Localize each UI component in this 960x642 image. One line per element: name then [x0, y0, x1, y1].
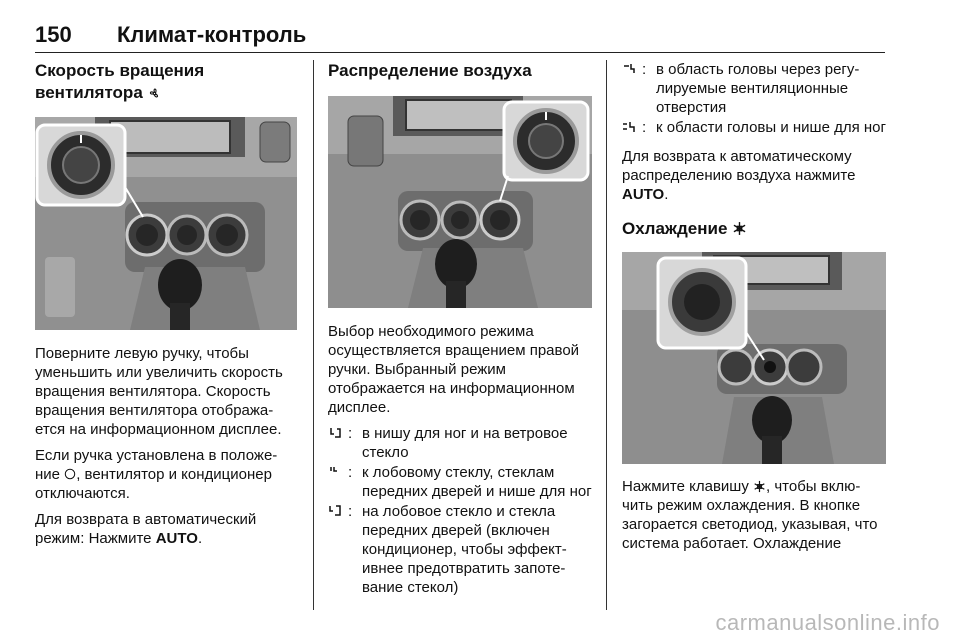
- list-item: : к лобовому стеклу, стеклам передних дверей и нише для ног: [328, 463, 592, 501]
- list-item: : на лобовое стекло и стекла передних дверей (включен кондиционер, чтобы эффект-ивнее предотвратить запоте-вание стекол): [328, 502, 592, 597]
- fan-off-paragraph: Если ручка установлена в положе-ние , вентилятор и кондиционер отключаются.: [35, 447, 278, 502]
- chapter-title: Климат-контроль: [117, 22, 307, 47]
- fan-speed-heading: Скорость вращения вентилятора: [35, 61, 205, 102]
- distribution-mode-list: [328, 424, 592, 597]
- list-item: : в нишу для ног и на ветровое стекло: [328, 424, 592, 462]
- cooling-heading: Охлаждение: [622, 218, 886, 240]
- list-item: : в область головы через регу-лируемые вентиляционные отверстия: [622, 60, 886, 117]
- column-divider: [606, 60, 607, 610]
- head-footwell-icon: [622, 120, 636, 134]
- defrost-icon: [328, 504, 342, 518]
- cooling-section: [622, 60, 886, 560]
- off-circle-icon: [64, 468, 76, 480]
- cooling-paragraph: Нажмите клавишу , чтобы вклю-чить режим охлаждения. В кнопке загорается светодиод, указывая, что система работает. Охлаждение: [622, 478, 878, 552]
- air-distribution-section: [328, 60, 592, 603]
- page-header: [35, 22, 885, 53]
- distribution-paragraph: Выбор необходимого режима осуществляется вращением правой ручки. Выбранный режим отображается на информационном дисплее.: [328, 323, 580, 416]
- distribution-knob-photo: [328, 96, 592, 308]
- air-distribution-heading: Распределение воздуха: [328, 61, 532, 80]
- footwell-windscreen-icon: [328, 426, 342, 440]
- fan-speed-section: [35, 60, 297, 555]
- page-number: 150: [35, 22, 72, 47]
- windscreen-icon: [328, 465, 342, 479]
- fan-speed-paragraph: Поверните левую ручку, чтобы уменьшить или увеличить скорость вращения вентилятора. Скорость вращения вентилятора отобража-ется на информационном дисплее.: [35, 345, 283, 438]
- list-item: : к области головы и нише для ног: [622, 118, 886, 137]
- cooling-button-photo: [622, 252, 886, 464]
- fan-icon: [148, 87, 161, 100]
- auto-mode-paragraph: Для возврата в автоматический режим: Нажмите AUTO.: [35, 511, 257, 547]
- auto-distribution-paragraph: Для возврата к автоматическому распределению воздуха нажмите AUTO.: [622, 148, 856, 203]
- column-divider: [313, 60, 314, 610]
- distribution-mode-list-cont: [622, 60, 886, 137]
- fan-knob-photo: [35, 117, 297, 330]
- snowflake-icon: [753, 480, 766, 493]
- watermark: carmanualsonline.info: [715, 610, 940, 635]
- head-vent-icon: [622, 62, 636, 76]
- snowflake-icon: [732, 221, 747, 236]
